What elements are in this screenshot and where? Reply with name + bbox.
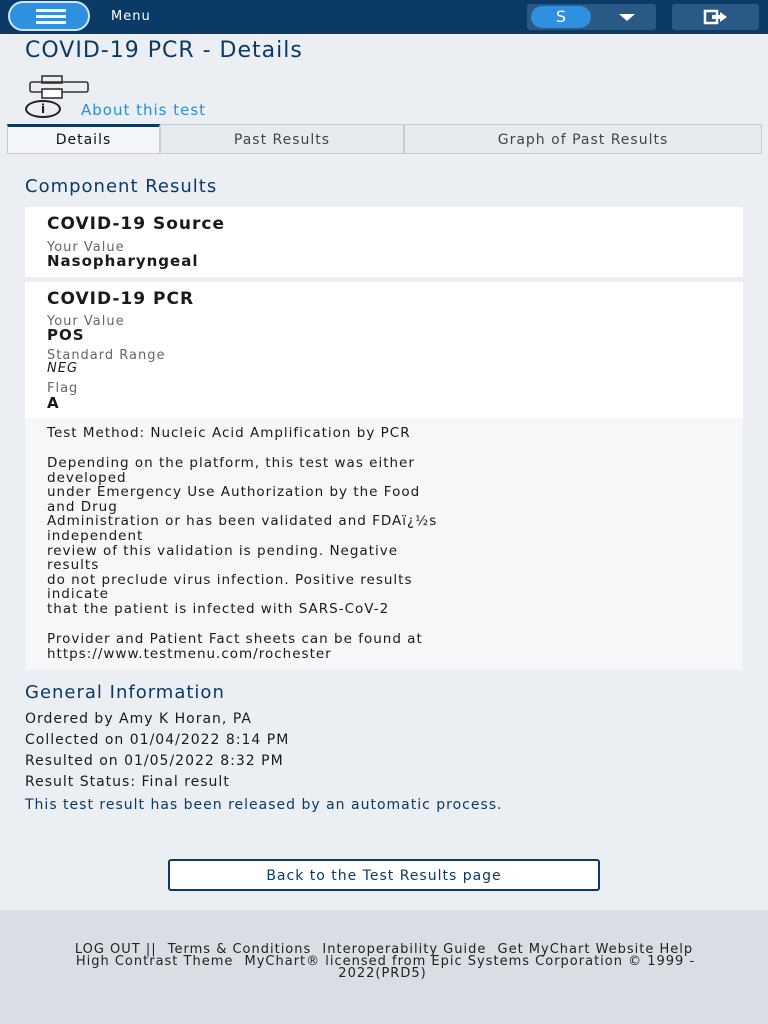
footer-links bbox=[70, 944, 698, 980]
flag-label: Flag bbox=[47, 381, 79, 396]
component-card bbox=[25, 207, 743, 277]
back-to-test-results-button[interactable]: Back to the Test Results page bbox=[168, 859, 600, 891]
result-notes bbox=[25, 418, 743, 670]
top-bar bbox=[0, 0, 768, 34]
avatar: S bbox=[531, 6, 591, 28]
component-card bbox=[25, 282, 743, 418]
website-help-link[interactable]: Get MyChart Website Help bbox=[497, 942, 694, 957]
component-name: COVID-19 PCR bbox=[47, 289, 195, 309]
fact-sheets-note: Provider and Patient Fact sheets can be found at https://www.testmenu.com/rochester bbox=[47, 631, 423, 662]
your-value-label: Your Value bbox=[47, 314, 125, 329]
footer bbox=[0, 910, 768, 1024]
menu-label: Menu bbox=[111, 9, 151, 24]
page-title: COVID-19 PCR - Details bbox=[25, 38, 303, 63]
your-value: POS bbox=[47, 326, 85, 344]
user-menu-button[interactable] bbox=[527, 4, 656, 30]
platform-note: Depending on the platform, this test was either developed under Emergency Use Authorization by the Food and Drug Administration or has been validated and FDAï¿½s independent review of this validation is pending. Negative results do not preclude virus infection. Positive results indicate that the patient is infected with SARS-CoV-2 bbox=[47, 455, 438, 617]
your-value: Nasopharyngeal bbox=[47, 252, 199, 270]
flag-value: A bbox=[47, 394, 60, 412]
license-text: MyChart® licensed from Epic Systems Corporation © 1999 - 2022(PRD5) bbox=[244, 954, 696, 981]
standard-range-value: NEG bbox=[47, 361, 79, 376]
menu-button[interactable] bbox=[8, 1, 90, 31]
about-this-test-link[interactable]: About this test bbox=[81, 101, 207, 119]
high-contrast-theme-link[interactable]: High Contrast Theme bbox=[75, 954, 234, 969]
component-name: COVID-19 Source bbox=[47, 214, 226, 234]
logout-icon bbox=[672, 4, 759, 30]
test-method-note: Test Method: Nucleic Acid Amplification by PCR bbox=[47, 425, 411, 441]
your-value-label: Your Value bbox=[47, 240, 125, 255]
logout-link[interactable]: LOG OUT || bbox=[74, 942, 157, 957]
ordered-by: Ordered by Amy K Horan, PA bbox=[25, 711, 252, 727]
chevron-down-icon bbox=[619, 14, 635, 21]
tab-bar bbox=[7, 124, 762, 154]
hamburger-icon bbox=[36, 9, 66, 12]
result-status: Result Status: Final result bbox=[25, 774, 230, 790]
standard-range-label: Standard Range bbox=[47, 348, 166, 363]
interoperability-guide-link[interactable]: Interoperability Guide bbox=[322, 942, 487, 957]
tab-past-results[interactable]: Past Results bbox=[160, 124, 404, 154]
print-icon[interactable] bbox=[28, 75, 90, 103]
general-information-title: General Information bbox=[25, 682, 225, 703]
terms-link[interactable]: Terms & Conditions bbox=[167, 942, 312, 957]
collected-on: Collected on 01/04/2022 8:14 PM bbox=[25, 732, 290, 748]
resulted-on: Resulted on 01/05/2022 8:32 PM bbox=[25, 753, 284, 769]
auto-release-notice: This test result has been released by an automatic process. bbox=[25, 797, 503, 813]
tab-details[interactable]: Details bbox=[7, 124, 160, 154]
hamburger-icon bbox=[36, 15, 66, 18]
hamburger-icon bbox=[36, 21, 66, 24]
info-icon: i bbox=[25, 100, 61, 118]
tab-graph-of-past-results[interactable]: Graph of Past Results bbox=[404, 124, 762, 154]
component-results-title: Component Results bbox=[25, 176, 218, 197]
logout-button[interactable] bbox=[672, 4, 759, 30]
